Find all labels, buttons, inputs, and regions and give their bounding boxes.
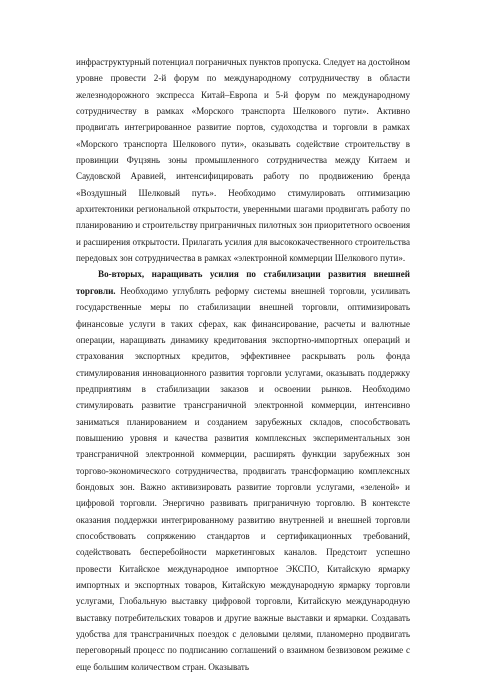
paragraph-1 <box>76 54 410 266</box>
document-body <box>76 54 410 675</box>
paragraph-2 <box>76 266 410 675</box>
paragraph-1-text: инфраструктурный потенциал пограничных пунктов пропуска. Следует на достойном уровне провести 2-й форум по международному сотрудничеству в области железнодорожного экспресса Китай–Европа и 5-й форум по международному сотрудничеству в рамках «Морского транспорта Шелкового пути». Активно продвигать интегрированное развитие портов, судоходства и торговли в рамках «Морского транспорта Шелкового пути», оказывать содействие строительству в провинции Фуцзянь зоны промышленного сотрудничества между Китаем и Саудовской Аравией, интенсифицировать работу по продвижению бренда «Воздушный Шелковый путь». Необходимо стимулировать оптимизацию архитектоники региональной открытости, уверенными шагами продвигать работу по планированию и строительству приграничных пилотных зон приоритетного освоения и расширения открытости. Прилагать усилия для высококачественного строительства передовых зон сотрудничества в рамках «электронной коммерции Шелкового пути». <box>76 57 411 264</box>
paragraph-2-text: Необходимо углублять реформу системы внешней торговли, усиливать государственные меры по стабилизации внешней торговли, оптимизировать финансовые услуги в таких сферах, как финансирование, расчеты и валютные операции, наращивать динамику кредитования экспортно-импортных операций и страхования экспортных кредитов, эффективнее раскрывать роль фонда стимулирования инновационного развития торговли услугами, оказывать поддержку предприятиям в стабилизации заказов и освоении рынков. Необходимо стимулировать развитие трансграничной электронной коммерции, интенсивно заниматься планированием и созданием зарубежных складов, способствовать повышению уровня и качества развития комплексных экспериментальных зон трансграничной электронной коммерции, расширять функции зарубежных зон торгово-экономического сотрудничества, продвигать трансформацию комплексных бондовых зон. Важно активизировать развитие торговли услугами, «зеленой» и цифровой торговли. Энергично развивать приграничную торговлю. В контексте оказания поддержки интегрированному развитию внутренней и внешней торговли способствовать сопряжению стандартов и сертификационных требований, содействовать бесперебойности маркетинговых каналов. Предстоит успешно провести Китайское международное импортное ЭКСПО, Китайскую ярмарку импортных и экспортных товаров, Китайскую международную ярмарку торговли услугами, Глобальную выставку цифровой торговли, Китайскую международную выставку потребительских товаров и другие важные выставки и ярмарки. Создавать удобства для трансграничных поездок с деловыми целями, планомерно продвигать переговорный процесс по подписанию соглашений о взаимном безвизовом режиме с еще большим количеством стран. Оказывать <box>76 285 410 672</box>
paragraph-2-lead: Во-вторых, наращивать усилия по стабилизации развития внешней торговли. <box>76 269 410 296</box>
